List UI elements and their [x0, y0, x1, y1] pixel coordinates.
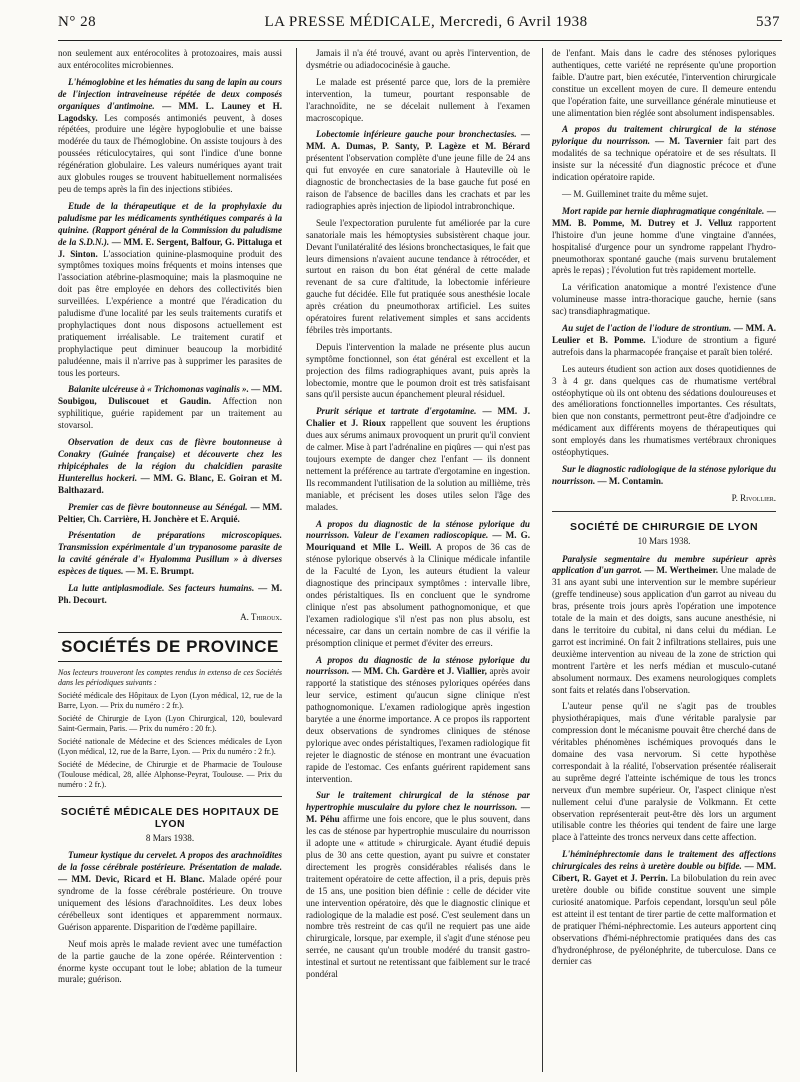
column-1	[58, 48, 282, 1068]
paragraph: Neuf mois après le malade revient avec une tuméfaction de la partie gauche de la zone opérée. Réintervention : énorme kyste occupant tout le lobe; ablation de la tumeur murale; guérison.	[58, 938, 282, 985]
article	[552, 464, 776, 488]
article	[306, 406, 530, 513]
article-title: Sur le diagnostic radiologique de la sténose pylorique du nourrisson.	[552, 464, 776, 486]
article-authors: — MM. Peltier, Ch. Carrière, H. Jonchère et E. Arquié.	[58, 501, 282, 524]
article-authors: — MM. Cibert, R. Gayet et J. Perrin.	[552, 861, 776, 884]
article-authors: — M. Ph. Decourt.	[58, 583, 282, 605]
article-title: Tumeur kystique du cervelet. A propos des arachnoïdites de la fosse cérébrale postérieure. Présentation de malade.	[58, 850, 282, 873]
article-body: rapportent l'histoire d'un jeune homme d'une vingtaine d'années, hospitalisé d'urgence pour un syndrome rappelant l'hydro-pneumothorax spontané gauche (mais survenu brutalement après le repas) ; l'évolution fut très rapidement mortelle.	[552, 217, 776, 276]
article-authors: — M. Contamin.	[597, 475, 664, 486]
article-body: Malade opéré pour syndrome de la fosse cérébrale postérieure. On trouve uniquement des lésions d'arachnoïdites. Les deux lobes cérébelleux sont identiques et apparemment normaux. Guérison apparente. Disparition de l'œdème papillaire.	[58, 874, 282, 932]
page-header	[58, 14, 780, 36]
session-date: 8 Mars 1938.	[145, 832, 195, 843]
article-body: La bilobulation du rein avec uretère double ou bifide constitue souvent une simple curiosité anatomique. Parfois cependant, lorsqu'un seul pôle est atteint il est tentant de tirer partie de cette malformation et de pratiquer l'hémi-néphrectomie. Les auteurs apportent cinq observations d'hémi-néphrectomie pratiquées dans des cas d'hydronéphrose, de pyélonéphrite, de tuberculose. Dans ce dernier cas	[552, 873, 776, 967]
signature: P. Rivollier.	[731, 492, 776, 503]
divider	[552, 511, 776, 512]
article-authors: — MM. A. Leulier et B. Pomme.	[552, 323, 776, 345]
journal-title: LA PRESSE MÉDICALE, Mercredi, 6 Avril 1938	[264, 14, 588, 30]
society-list-item: Société nationale de Médecine et des Sciences médicales de Lyon (Lyon médical, 12, rue de la Barre, Lyon. — Prix du numéro : 2 fr.).	[58, 736, 282, 756]
article-body: L'iodure de strontium a figuré autrefois dans la pharmacopée française et paraît bien toléré.	[552, 334, 776, 357]
article-authors: — MM. Ch. Gardère et J. Viallier,	[351, 666, 487, 677]
article	[58, 502, 282, 526]
paragraph: L'auteur pense qu'il ne s'agit pas de troubles physiothérapiques, mais d'une véritable paralysie par compression dont le mécanisme pouvait être cherché dans de véritables phénomènes ischémiques provoqués dans le domaine des vasa nervorum. Si cette hypothèse correspondait à la réalité, l'observation présentée réaliserait au suprême degré l'atteinte ischémique de tous les troncs nerveux d'un membre supérieur. Or, l'aspect clinique n'est nullement celui d'une paralysie de Volkmann. Et cette observation représenterait peut-être dès lors un argument utilisable contre les théories qui tendent de faire une large place à l'atteinte des troncs nerveux dans cette affection.	[552, 701, 776, 843]
article-body: présentent l'observation complète d'une jeune fille de 24 ans qui fut envoyée en cure sanatoriale à Hauteville où le diagnostic de bronchectasies de la base gauche fut posé en raison de l'absence de bacilles dans les crachats et par les radiographies après injection de lipiodol intrabronchique.	[306, 153, 530, 211]
article-title: Mort rapide par hernie diaphragmatique congénitale.	[562, 205, 765, 216]
paragraph: Jamais il n'a été trouvé, avant ou après l'intervention, de dysmétrie ou adiadococinésie à gauche.	[306, 48, 530, 70]
article	[58, 850, 282, 933]
article-title: Lobectomie inférieure gauche pour bronchectasies.	[316, 129, 517, 140]
article-body: rappellent que souvent les éruptions dues aux sérums animaux provoquent un prurit qu'il convient de calmer. Mise à part l'adrénaline en piqûres — qui n'est pas toujours exempte de danger chez l'enfant — ils donnent nettement la préférence au tartrate d'ergotamine en ingestion. Ils recommandent l'utilisation de la solution au millième, très maniable, et précisent les doses utiles selon l'âge des malades.	[306, 418, 530, 512]
article	[58, 437, 282, 497]
article-authors: — MM. E. Sergent, Balfour, G. Pittaluga et J. Sinton.	[58, 236, 282, 259]
article	[306, 655, 530, 786]
article-authors: — MM. L. Launey et H. Lagodsky.	[58, 100, 282, 123]
article-body: A propos de 36 cas de sténose pylorique observés à la Clinique médicale infantile de la Faculté de Lyon, les auteurs étudient la valeur diagnostique des principaux symptômes : intervalle libre, ondes péristaltiques. Ils en concluent que le syndrome clinique n'est pas absolument pathognomonique, et que l'examen radiologique s'il n'est pas non plus absolu, est nécessaire, car dans un certain nombre de cas il vérifie la présomption clinique et permet d'éviter des erreurs.	[306, 542, 530, 648]
header-rule	[58, 40, 782, 41]
article-title: L'héminéphrectomie dans le traitement des affections chirurgicales des reins à uretère double ou bifide.	[552, 849, 776, 872]
article-title: Observation de deux cas de fièvre boutonneuse à Conakry (Guinée française) et découverte chez les rhipicéphales de la région du chalcidien parasite Hunterellus hockeri.	[58, 437, 282, 483]
page-number: 537	[756, 14, 780, 30]
paragraph: non seulement aux entérocolites à protozoaires, mais aussi aux entérocolites microbiennes.	[58, 48, 282, 70]
article-body: Affection non syphilitique, guérie rapidement par un traitement au stovarsol.	[58, 396, 282, 431]
issue-number: N° 28	[58, 14, 97, 30]
article-authors: — M. E. Brumpt.	[125, 566, 194, 577]
column-3	[552, 48, 776, 1076]
article-body: fait part des modalités de sa technique opératoire et de ses résultats. Il insiste sur la nécessité d'un diagnostic précoce et d'une indication opératoire rapide.	[552, 136, 776, 183]
society-heading: SOCIÉTÉ DE CHIRURGIE DE LYON	[569, 520, 759, 533]
article-authors: — MM. B. Pomme, M. Dutrey et J. Velluz	[552, 205, 776, 228]
article-authors: — MM. Soubigou, Duliscouet et Gaudin.	[58, 384, 282, 407]
article-authors: — MM. A. Dumas, P. Santy, P. Lagèze et M. Bérard	[306, 129, 530, 152]
article-body: Les composés antimoniés peuvent, à doses répétées, produire une légère hypoglobulie et une baisse modérée du taux de l'hémoglobine. On assiste toujours à des poussées réticulocytaires, qui sont l'indice d'une bonne régénération globulaire. Les valeurs numériques ayant trait aux globules rouges se trouvent habituellement normalisées peu de temps après la fin des injections stibiées.	[58, 112, 282, 194]
article	[552, 124, 776, 184]
article	[552, 323, 776, 359]
article	[58, 201, 282, 380]
article-title: Sur le traitement chirurgical de la sténose par hypertrophie musculaire du pylore chez le nourrisson.	[306, 790, 530, 813]
article	[552, 849, 776, 968]
article	[58, 583, 282, 607]
article-body: après avoir rapporté la statistique des sténoses pyloriques opérées dans leur service, estiment qu'aucun signe clinique n'est pathognomonique. L'examen radiologique après ingestion barytée a une énorme importance. A ce propos ils rapportent deux observations de syndromes cliniques de sténose pylorique avec ondes péristaltiques, l'examen radiologique fit rejeter le diagnostic de sténose en montrant une évacuation rapide de l'estomac. Ces enfants guérirent rapidement sans intervention.	[306, 666, 530, 784]
article-title: Présentation de préparations microscopiques. Transmission expérimentale d'un trypanosome parasite de la cavité générale d'« Hyalomma Pusillum » à diverses espèces de tiques.	[58, 530, 282, 577]
paragraph: La vérification anatomique a montré l'existence d'une volumineuse masse intra-thoracique gauche, hernie (sans sac) transdiaphragmatique.	[552, 282, 776, 317]
article-authors: — M. G. Mouriquand et Mlle L. Weill.	[306, 530, 530, 553]
article	[58, 77, 282, 196]
section-heading: SOCIÉTÉS DE PROVINCE	[58, 632, 282, 662]
notice: Nos lecteurs trouveront les comptes rendus in extenso de ces Sociétés dans les périodiques suivants :	[58, 667, 282, 687]
article	[552, 206, 776, 277]
article-authors: — MM. G. Blanc, E. Goiran et M. Balthazard.	[58, 472, 282, 495]
paragraph: — M. Guilleminet traite du même sujet.	[562, 188, 708, 199]
paragraph: Depuis l'intervention la malade ne présente plus aucun symptôme fonctionnel, son état général est excellent et la projection des films radiographiques avant, puis après la lobectomie, montre que le poumon droit est très satisfaisant sans qu'il persiste aucun épanchement pleural résiduel.	[306, 341, 530, 400]
article-body: Une malade de 31 ans ayant subi une intervention sur le membre supérieur (greffe tendineuse) sous application d'un garrot au niveau du bras, présente trois jours après l'opération une impotence totale de la main et des doigts, sans aucune anesthésie, ni dans le territoire du cubital, ni dans celui du médian. Le garrot est incriminé. On fait 2 infiltrations stellaires, puis une deuxième intervention au niveau de la zone de striction qui montrent l'artère et les nerfs médian et musculo-cutané absolument normaux. Des examens neurologiques complets sont faits et relatés dans l'observation.	[552, 565, 776, 695]
society-list-item: Société de Chirurgie de Lyon (Lyon Chirurgical, 120, boulevard Saint-Germain, Paris. — Prix du numéro : 20 fr.).	[58, 713, 282, 733]
signature: A. Thiroux.	[240, 611, 282, 622]
article-title: Premier cas de fièvre boutonneuse au Sénégal.	[68, 501, 248, 512]
column-divider	[296, 48, 297, 1072]
paragraph: Seule l'expectoration purulente fut améliorée par la cure sanatoriale mais les hémoptysies subsistèrent chaque jour. Devant l'unilatéralité des lésions bronchectasiques, le fait que leurs dimensions n'avaient aucune tendance à rétrocéder, et surtout en raison du bon état général de cette malade revenant de sa cure d'altitude, la lobectomie inférieure gauche fut décidée. Elle fut pratiquée sous anesthésie locale après création du pneumothorax artificiel. Les suites opératoires furent relativement simples et sans accidents fébriles très importants.	[306, 217, 530, 335]
column-divider	[542, 48, 543, 1072]
article-title: Balanite ulcéreuse à « Trichomonas vaginalis ».	[68, 384, 249, 395]
article-authors: — M. Tavernier	[655, 136, 723, 147]
article-authors: — MM. J. Chalier et J. Rioux	[306, 406, 530, 429]
paragraph: Le malade est présenté parce que, lors de la première intervention, la tumeur, pourtant responsable de l'arachnoïdite, ne se décelait nullement à l'examen macroscopique.	[306, 76, 530, 123]
article-title: Au sujet de l'action de l'iodure de strontium.	[562, 323, 732, 334]
article-title: A propos du diagnostic de la sténose pylorique du nourrisson. Valeur de l'examen radioscopique.	[306, 518, 530, 541]
article-title: Etude de la thérapeutique et de la prophylaxie du paludisme par les médicaments synthétiques comparés à la quinine. (Rapport général de la Commission du paludisme de la S.D.N.).	[58, 200, 282, 247]
paragraph: Les auteurs étudient son action aux doses quotidiennes de 3 à 4 gr. dans quelques cas de rhumatisme vertébral ostéophytique où ils ont obtenu des sédations douloureuses et des améliorations fonctionnelles importantes. Ces résultats, bien que non constants, permettront peut-être d'adjoindre ce médicament aux différents moyens de thérapeutiques qui sont employés dans les rhumatismes vertébraux chroniques ostéophytiques.	[552, 363, 776, 458]
divider	[58, 796, 282, 797]
article-authors: — MM. Devic, Ricard et H. Blanc.	[58, 874, 205, 885]
article	[306, 129, 530, 212]
article-authors: — M. Wertheimer.	[644, 565, 719, 576]
article-title: Prurit sérique et tartrate d'ergotamine.	[316, 406, 477, 417]
column-2	[306, 48, 530, 1076]
society-list-item: Société médicale des Hôpitaux de Lyon (Lyon médical, 12, rue de la Barre, Lyon. — Prix du numéro : 2 fr.).	[58, 690, 282, 710]
article-authors: — M. Péhu	[306, 802, 530, 825]
paragraph: de l'enfant. Mais dans le cadre des sténoses pyloriques authentiques, cette variété ne représente qu'une proportion faible. D'autre part, bien exécutée, l'intervention chirurgicale constitue un excellent moyen de cure. Il demeure entendu que l'opération faite, une surveillance générale minutieuse et une alimentation bien réglée sont absolument indispensables.	[552, 48, 776, 118]
article-body: L'association quinine-plasmoquine produit des symptômes toxiques moins fréquents et moins intenses que l'association atébrine-plasmoquine; mais la plasmoquine ne doit pas être employée en dehors des collectivités bien surveillées. L'expérience a montré que l'éradication du paludisme d'une localité par les seuls traitements curatifs et prophylactiques dont nous disposons actuellement est pratiquement irréalisable. Le traitement curatif et prophylactique peut diminuer beaucoup la morbidité paludéenne, mais il n'arrive pas à supprimer les parasites de tous les porteurs.	[58, 248, 282, 378]
article	[58, 530, 282, 578]
society-list-item: Société de Médecine, de Chirurgie et de Pharmacie de Toulouse (Toulouse médical, 28, allée Alphonse-Peyrat, Toulouse. — Prix du numéro : 2 fr.).	[58, 759, 282, 789]
article	[306, 790, 530, 981]
article-title: L'hémoglobine et les hématies du sang de lapin au cours de l'injection intraveineuse répétée de deux composés organiques d'antimoine.	[58, 76, 282, 111]
article	[58, 384, 282, 432]
society-heading: SOCIÉTÉ MÉDICALE DES HOPITAUX DE LYON	[60, 805, 280, 830]
article-body: affirme une fois encore, que le plus souvent, dans les cas de sténose par hypertrophie musculaire du nourrisson il adopte une « attitude » chirurgicale. Ayant étudié depuis plus de 30 ans cette question, ayant pu suivre et constater directement les progrès considérables réalisés dans le traitement opératoire de cette affection, il a pris, depuis près de 15 ans, une position bien définie : celle de décider vite une intervention opératoire, dès que le diagnostic clinique et radiologique de la maladie est posé. C'est seulement dans un nombre très restreint de cas qu'il ne requiert pas une aide chirurgicale, lorsque, par exemple, il s'agit d'une sténose peu serrée, ne causant qu'un trouble modéré du transit gastro-intestinal et surtout ne retentissant que faiblement sur le tracé pondéral	[306, 814, 530, 980]
article-title: A propos du diagnostic de la sténose pylorique du nourrisson.	[306, 654, 530, 677]
session-date: 10 Mars 1938.	[637, 535, 691, 546]
article-title: A propos du traitement chirurgical de la sténose pylorique du nourrisson.	[552, 124, 776, 147]
article-title: Paralysie segmentaire du membre supérieur après application d'un garrot.	[552, 553, 776, 576]
article	[552, 554, 776, 697]
article-title: La lutte antiplasmodiale. Ses facteurs humains.	[68, 583, 255, 594]
article	[306, 519, 530, 650]
